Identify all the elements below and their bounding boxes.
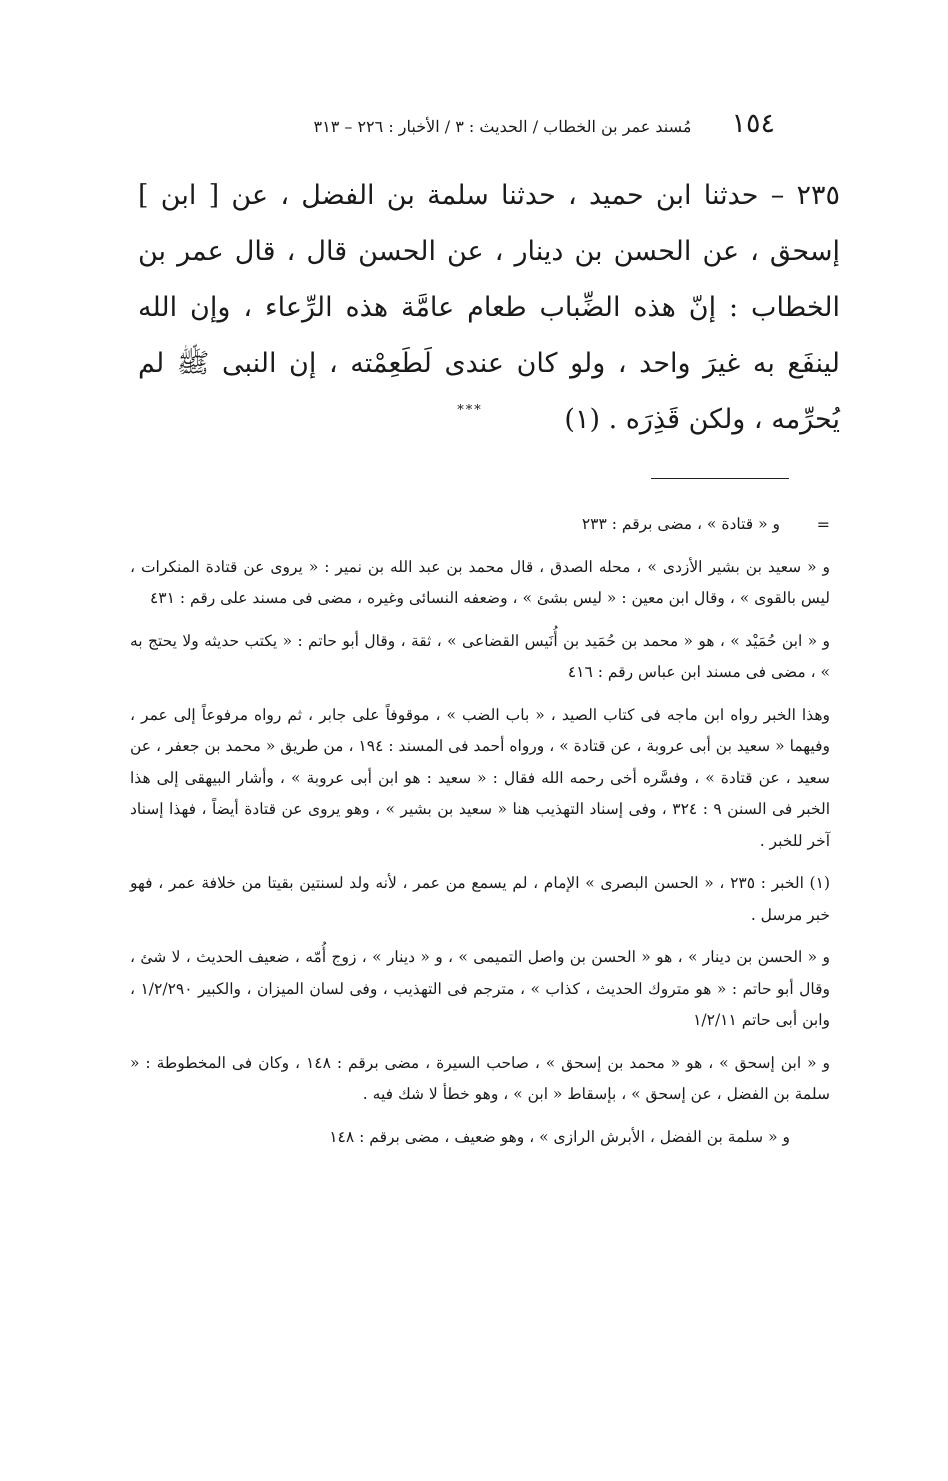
footnote-paragraph: و « سلمة بن الفضل ، الأبرش الرازى » ، وهو ضعيف ، مضى برقم : ١٤٨ (329, 1127, 790, 1146)
footnote-paragraph: و « ابن إسحق » ، هو « محمد بن إسحق » ، صاحب السيرة ، مضى برقم : ١٤٨ ، وكان فى المخطوطة : « سلمة بن الفضل ، عن إسحق » ، بإسقاط « ابن » ، وهو خطأ لا شك فيه . (130, 1053, 831, 1103)
page-header (230, 108, 775, 144)
running-title: مُسند عمر بن الخطاب / الحديث : ٣ / الأخبار : ٢٢٦ – ٣١٣ (313, 117, 692, 136)
hadith-paragraph: ٢٣٥ – حدثنا ابن حميد ، حدثنا سلمة بن الفضل ، عن [ ابن ] إسحق ، عن الحسن بن دينار ، عن الحسن قال ، قال عمر بن الخطاب : إنّ هذه الضِّباب طعام عامَّة هذه الرِّعاء ، وإن الله لينفَع به غيرَ واحد ، ولو كان عندى لَطَعِمْته ، إن النبى ﷺ لم يُحرِّمه ، ولكن قَذِرَه . (١) (138, 180, 840, 435)
footnote-paragraph: و « ابن حُمَيْد » ، هو « محمد بن حُمَيد بن أُنَيس القضاعى » ، ثقة ، وقال أبو حاتم : « يكتب حديثه ولا يحتج به » ، مضى فى مسند ابن عباس رقم : ٤١٦ (130, 631, 830, 681)
section-separator: *** (457, 403, 483, 418)
footnote-paragraph: و « سعيد بن بشير الأزدى » ، محله الصدق ، قال محمد بن عبد الله بن نمير : « يروى عن قتادة المنكرات ، ليس بالقوى » ، وقال ابن معين : « ليس بشئ » ، وضعفه النسائى وغيره ، مضى فى مسند على رقم : ٤٣١ (130, 557, 830, 607)
footnotes (130, 509, 830, 1164)
page-number: ١٥٤ (731, 108, 775, 139)
footnote-paragraph: (١) الخبر : ٢٣٥ ، « الحسن البصرى » الإمام ، لم يسمع من عمر ، لأنه ولد لسنتين بقيتا من خلافة عمر ، فهو خبر مرسل . (130, 874, 830, 924)
footnote-paragraph: و « قتادة » ، مضى برقم : ٢٣٣ (581, 515, 780, 533)
footnote-paragraph: و « الحسن بن دينار » ، هو « الحسن بن واصل التميمى » ، و « دينار » ، زوج أُمّه ، ضعيف الحديث ، لا شئ ، وقال أبو حاتم : « هو متروك الحديث ، كذاب » ، مترجم فى التهذيب ، وفى لسان الميزان ، والكبير ١/٢/٢٩٠ ، وابن أبى حاتم ١/٢/١١ (130, 948, 830, 1029)
continuation-mark: = (816, 515, 830, 534)
footnote-divider (651, 478, 789, 479)
footnote-paragraph: وهذا الخبر رواه ابن ماجه فى كتاب الصيد ، « باب الضب » ، موقوفاً على جابر ، ثم رواه مرفوعاً إلى عمر ، وفيهما « سعيد بن أبى عروبة ، عن قتادة » ، ورواه أحمد فى المسند : ١٩٤ ، من طريق « محمد بن جعفر ، عن سعيد ، عن قتادة » ، وفسَّره أخى رحمه الله فقال : « سعيد : هو ابن أبى عروبة » ، وأشار البيهقى إلى هذا الخبر فى السنن ٩ : ٣٢٤ ، وفى إسناد التهذيب هنا « سعيد بن بشير » ، وهو يروى عن قتادة أيضاً ، فهذا إسناد آخر للخبر . (130, 705, 831, 850)
